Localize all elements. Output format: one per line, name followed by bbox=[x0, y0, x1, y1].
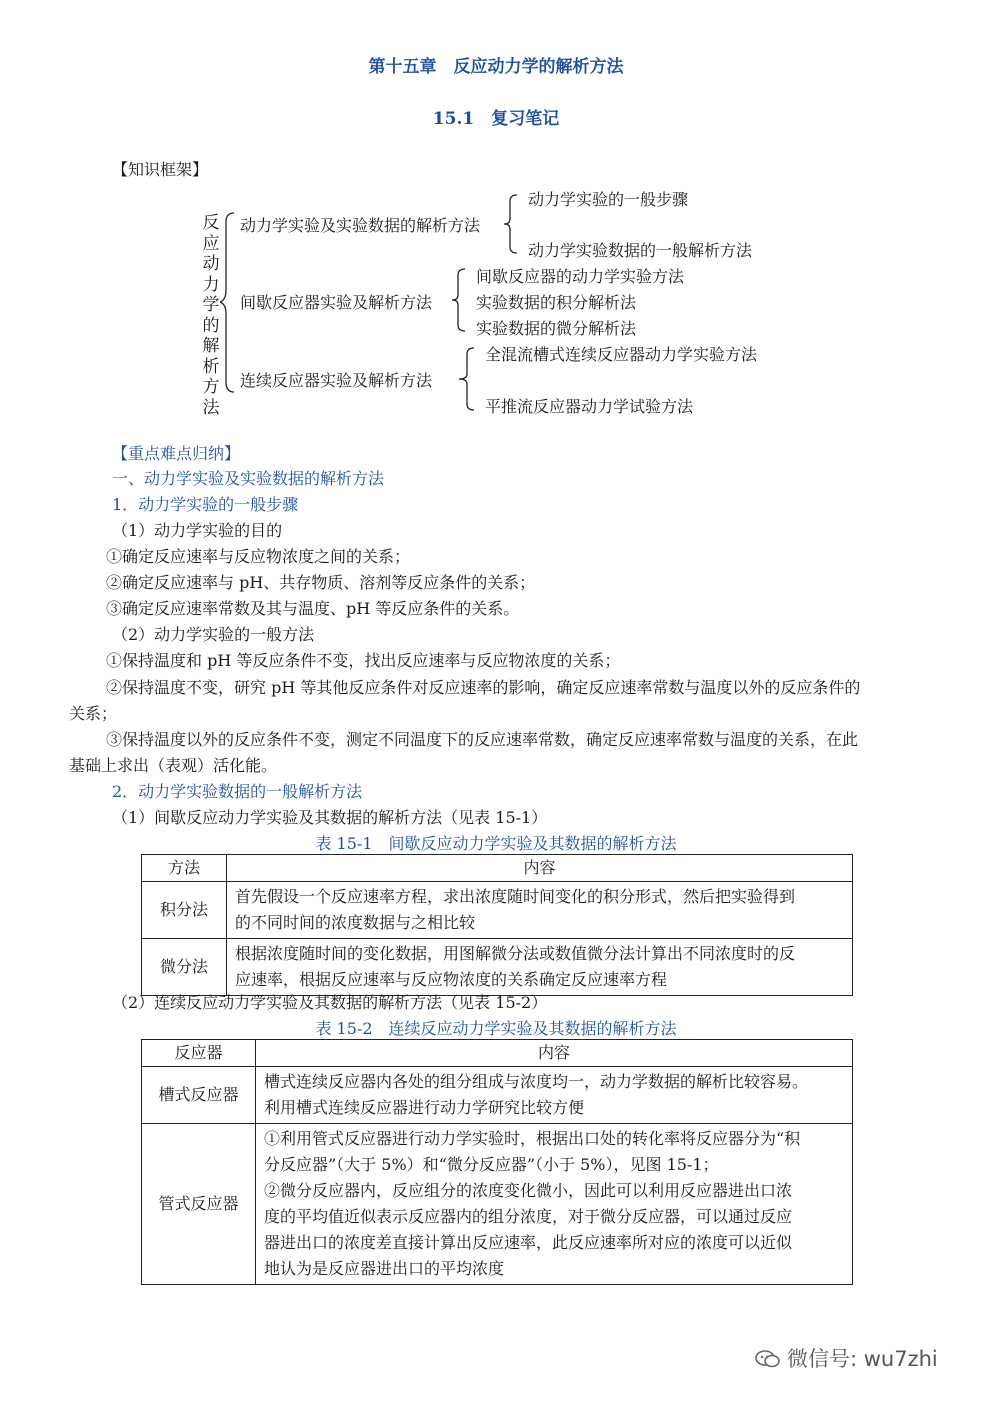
subsection-2-title: 2．动力学实验数据的一般解析方法 bbox=[112, 782, 363, 801]
table-row bbox=[142, 939, 853, 996]
table-2-intro: （2）连续反应动力学实验及其数据的解析方法（见表 15-2） bbox=[112, 993, 548, 1012]
table-1-method-name: 微分法 bbox=[142, 939, 227, 996]
table-row bbox=[142, 1124, 853, 1285]
method-item-3-line-1: ③保持温度以外的反应条件不变，测定不同温度下的反应速率常数，确定反应速率常数与温度的关系，在此 bbox=[106, 730, 859, 749]
section-1-title: 一、动力学实验及实验数据的解析方法 bbox=[112, 469, 385, 488]
table-1-method-content: 首先假设一个反应速率方程，求出浓度随时间变化的积分形式，然后把实验得到 的不同时间的浓度数据与之相比较 bbox=[227, 882, 853, 939]
table-2 bbox=[141, 1039, 853, 1285]
framework-main-brace bbox=[220, 210, 240, 395]
purpose-heading: （1）动力学实验的目的 bbox=[112, 521, 283, 540]
table-2-reactor-content: 槽式连续反应器内各处的组分组成与浓度均一，动力学数据的解析比较容易。 利用槽式连续反应器进行动力学研究比较方便 bbox=[256, 1067, 853, 1124]
table-row bbox=[142, 1040, 853, 1067]
framework-leaf-2-3: 实验数据的微分解析法 bbox=[476, 319, 637, 338]
table-row bbox=[142, 1067, 853, 1124]
framework-branch-1: 动力学实验及实验数据的解析方法 bbox=[240, 216, 481, 235]
table-1-header-content: 内容 bbox=[227, 855, 853, 882]
table-2-reactor-content: ①利用管式反应器进行动力学实验时，根据出口处的转化率将反应器分为“积 分反应器”（大于 5%）和“微分反应器”（小于 5%），见图 15-1； ②微分反应器内，反应组分的浓度变化微小，因此可以利用反应器进出口浓 度的平均值近似表示反应器内的组分浓度，对于微分反应器，可以通过反应 器进出口的浓度差直接计算出反应速率，此反应速率所对应的浓度可以近似 地认为是反应器进出口的平均浓度 bbox=[256, 1124, 853, 1285]
method-item-1: ①保持温度和 pH 等反应条件不变，找出反应速率与反应物浓度的关系； bbox=[106, 651, 621, 670]
framework-brace-1 bbox=[503, 193, 521, 255]
table-1-intro: （1）间歇反应动力学实验及其数据的解析方法（见表 15-1） bbox=[112, 808, 548, 827]
method-heading: （2）动力学实验的一般方法 bbox=[112, 625, 315, 644]
framework-leaf-2-1: 间歇反应器的动力学实验方法 bbox=[476, 267, 685, 286]
method-item-3-line-2: 基础上求出（表观）活化能。 bbox=[69, 756, 278, 775]
table-1-header-method: 方法 bbox=[142, 855, 227, 882]
method-item-2-line-2: 关系； bbox=[69, 704, 118, 723]
framework-leaf-3-2: 平推流反应器动力学试验方法 bbox=[485, 397, 694, 416]
section-title: 15.1 复习笔记 bbox=[432, 109, 560, 129]
table-2-reactor-name: 槽式反应器 bbox=[142, 1067, 256, 1124]
framework-branch-3: 连续反应器实验及解析方法 bbox=[240, 371, 433, 390]
table-2-reactor-name: 管式反应器 bbox=[142, 1124, 256, 1285]
table-1-method-name: 积分法 bbox=[142, 882, 227, 939]
table-1-method-content: 根据浓度随时间的变化数据，用图解微分法或数值微分法计算出不同浓度时的反 应速率，根据反应速率与反应物浓度的关系确定反应速率方程 bbox=[227, 939, 853, 996]
framework-root: 反 应 动 力 学 的 解 析 方 法 bbox=[202, 213, 220, 418]
table-1 bbox=[141, 854, 853, 996]
purpose-item-2: ②确定反应速率与 pH、共存物质、溶剂等反应条件的关系； bbox=[106, 573, 536, 592]
table-2-header-content: 内容 bbox=[256, 1040, 853, 1067]
framework-leaf-1-1: 动力学实验的一般步骤 bbox=[528, 190, 689, 209]
framework-leaf-3-1: 全混流槽式连续反应器动力学实验方法 bbox=[485, 345, 758, 364]
key-points-header: 【重点难点归纳】 bbox=[112, 444, 241, 463]
framework-brace-2 bbox=[451, 267, 469, 333]
purpose-item-3: ③确定反应速率常数及其与温度、pH 等反应条件的关系。 bbox=[106, 599, 520, 618]
framework-branch-2: 间歇反应器实验及解析方法 bbox=[240, 293, 433, 312]
table-row bbox=[142, 855, 853, 882]
table-1-caption: 表 15-1 间歇反应动力学实验及其数据的解析方法 bbox=[315, 834, 677, 853]
chapter-title: 第十五章 反应动力学的解析方法 bbox=[368, 57, 624, 77]
table-2-caption: 表 15-2 连续反应动力学实验及其数据的解析方法 bbox=[315, 1019, 677, 1038]
table-row bbox=[142, 882, 853, 939]
method-item-2-line-1: ②保持温度不变，研究 pH 等其他反应条件对反应速率的影响，确定反应速率常数与温度以外的反应条件的 bbox=[106, 678, 861, 697]
table-2-header-reactor: 反应器 bbox=[142, 1040, 256, 1067]
wechat-watermark: 微信号: wu7zhi bbox=[755, 1343, 938, 1373]
framework-brace-3 bbox=[458, 346, 478, 412]
framework-leaf-1-2: 动力学实验数据的一般解析方法 bbox=[528, 241, 753, 260]
framework-header: 【知识框架】 bbox=[112, 160, 209, 179]
purpose-item-1: ①确定反应速率与反应物浓度之间的关系； bbox=[106, 547, 411, 566]
wechat-icon bbox=[755, 1349, 781, 1369]
subsection-1-title: 1．动力学实验的一般步骤 bbox=[112, 495, 299, 514]
framework-leaf-2-2: 实验数据的积分解析法 bbox=[476, 293, 637, 312]
